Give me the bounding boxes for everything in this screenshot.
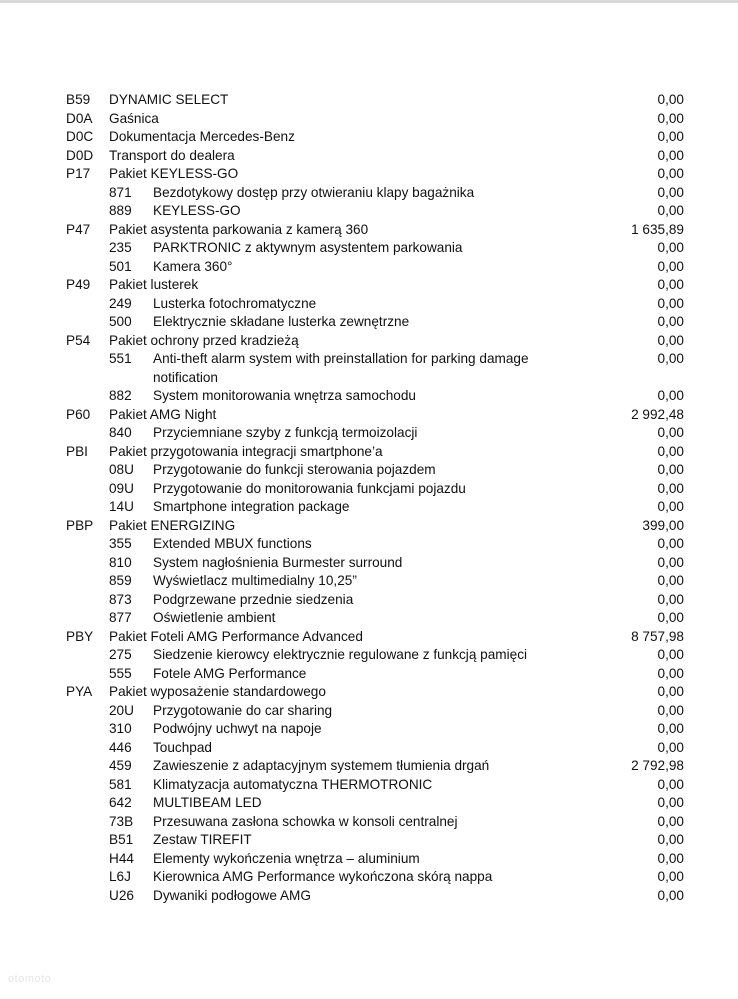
option-code: 08U <box>109 462 134 477</box>
option-price: 0,00 <box>657 240 684 255</box>
option-row <box>0 813 738 832</box>
option-code: D0A <box>66 110 93 126</box>
option-description: Zestaw TIREFIT <box>153 832 252 847</box>
option-description: Dywaniki podłogowe AMG <box>153 887 311 903</box>
option-row <box>0 480 738 499</box>
option-price: 0,00 <box>657 573 684 588</box>
option-code: U26 <box>109 887 134 903</box>
option-price: 0,00 <box>657 258 684 274</box>
option-description: Touchpad <box>153 739 212 755</box>
option-price: 0,00 <box>657 850 684 866</box>
option-price: 0,00 <box>657 480 684 496</box>
option-description: Przyciemniane szyby z funkcją termoizolacji <box>153 425 418 440</box>
option-price: 0,00 <box>657 499 684 514</box>
option-code: P17 <box>66 166 91 181</box>
watermark: otomoto <box>8 973 52 985</box>
option-description: Przygotowanie do funkcji sterowania pojazdem <box>153 462 436 477</box>
option-code: 871 <box>109 184 132 200</box>
option-code: PBI <box>66 443 88 459</box>
option-price: 0,00 <box>657 684 684 699</box>
option-price: 0,00 <box>657 887 684 903</box>
option-description: Transport do dealera <box>109 147 235 163</box>
option-code: 235 <box>109 240 132 255</box>
package-row <box>0 628 738 647</box>
option-code: 555 <box>109 665 132 681</box>
option-row <box>0 702 738 721</box>
option-price: 0,00 <box>657 721 684 736</box>
option-price: 0,00 <box>657 702 684 718</box>
option-description: Bezdotykowy dostęp przy otwieraniu klapy bagażnika <box>153 184 475 200</box>
option-code: 581 <box>109 776 132 792</box>
option-row <box>0 591 738 610</box>
option-price: 0,00 <box>657 129 684 144</box>
option-row <box>0 776 738 795</box>
option-row <box>0 295 738 314</box>
option-price: 0,00 <box>657 110 684 126</box>
option-description: Pakiet AMG Night <box>109 406 217 422</box>
equipment-list <box>0 91 738 905</box>
option-price: 0,00 <box>657 203 684 218</box>
option-code: 642 <box>109 795 132 810</box>
option-description: Fotele AMG Performance <box>153 665 307 681</box>
option-code: 873 <box>109 591 132 607</box>
option-row <box>0 887 738 906</box>
option-row <box>0 794 738 813</box>
option-code: 275 <box>109 647 132 662</box>
package-row <box>0 221 738 240</box>
option-description: Pakiet lusterek <box>109 277 199 292</box>
option-price: 0,00 <box>657 277 684 292</box>
option-row <box>0 258 738 277</box>
page-top-edge <box>0 0 738 3</box>
option-description: Podwójny uchwyt na napoje <box>153 721 322 736</box>
option-price: 0,00 <box>657 332 684 348</box>
option-code: PBY <box>66 628 94 644</box>
option-price: 0,00 <box>657 443 684 459</box>
option-price: 0,00 <box>657 739 684 755</box>
option-code: 73B <box>109 813 134 829</box>
option-description: DYNAMIC SELECT <box>109 92 229 107</box>
option-code: 09U <box>109 480 134 496</box>
option-row <box>0 535 738 554</box>
option-code: 551 <box>109 351 132 366</box>
option-row <box>0 239 738 258</box>
package-row <box>0 332 738 351</box>
option-row <box>0 646 738 665</box>
option-price: 0,00 <box>657 554 684 570</box>
package-row <box>0 128 738 147</box>
option-description: Przygotowanie do monitorowania funkcjami pojazdu <box>153 480 466 496</box>
option-price: 0,00 <box>657 832 684 847</box>
option-description: Elektrycznie składane lusterka zewnętrzne <box>153 314 410 329</box>
option-price: 0,00 <box>657 295 684 311</box>
option-code: 877 <box>109 610 132 625</box>
option-description: Extended MBUX functions <box>153 536 312 551</box>
option-row <box>0 831 738 850</box>
option-row <box>0 313 738 332</box>
option-code: 501 <box>109 258 132 274</box>
option-description: Gaśnica <box>109 110 159 126</box>
option-code: P54 <box>66 332 91 348</box>
option-code: D0C <box>66 129 94 144</box>
option-row <box>0 424 738 443</box>
option-code: PYA <box>66 684 93 699</box>
option-row <box>0 461 738 480</box>
option-description: Smartphone integration package <box>153 499 350 514</box>
option-code: 882 <box>109 388 132 403</box>
option-row <box>0 350 738 387</box>
option-price: 2 792,98 <box>631 758 684 773</box>
option-row <box>0 868 738 887</box>
option-code: 446 <box>109 739 132 755</box>
option-row <box>0 387 738 406</box>
option-code: B51 <box>109 832 134 847</box>
option-price: 0,00 <box>657 351 684 366</box>
package-row <box>0 276 738 295</box>
option-code: 355 <box>109 536 132 551</box>
option-description: Wyświetlacz multimedialny 10,25” <box>153 573 357 588</box>
option-description: Kamera 360° <box>153 258 233 274</box>
option-code: L6J <box>109 869 131 884</box>
option-price: 0,00 <box>657 869 684 884</box>
option-description: Anti-theft alarm system with preinstallation for parking damage notification <box>153 351 529 385</box>
option-price: 0,00 <box>657 147 684 163</box>
package-row <box>0 147 738 166</box>
option-code: 249 <box>109 295 132 311</box>
option-description: Przygotowanie do car sharing <box>153 702 333 718</box>
option-description: Siedzenie kierowcy elektrycznie regulowane z funkcją pamięci <box>153 647 528 662</box>
option-price: 0,00 <box>657 462 684 477</box>
option-row <box>0 554 738 573</box>
option-description: Kierownica AMG Performance wykończona skórą nappa <box>153 869 493 884</box>
option-price: 8 757,98 <box>631 628 684 644</box>
option-row <box>0 184 738 203</box>
option-price: 0,00 <box>657 591 684 607</box>
option-code: 859 <box>109 573 132 588</box>
package-row <box>0 517 738 536</box>
option-description: Pakiet KEYLESS-GO <box>109 166 239 181</box>
option-code: P60 <box>66 406 91 422</box>
option-description: Pakiet Foteli AMG Performance Advanced <box>109 628 363 644</box>
option-description: System monitorowania wnętrza samochodu <box>153 388 416 403</box>
option-price: 0,00 <box>657 184 684 200</box>
option-price: 0,00 <box>657 610 684 625</box>
option-code: PBP <box>66 517 94 533</box>
package-row <box>0 406 738 425</box>
option-description: Pakiet ENERGIZING <box>109 517 236 533</box>
option-price: 0,00 <box>657 166 684 181</box>
option-description: Zawieszenie z adaptacyjnym systemem tłumienia drgań <box>153 758 490 773</box>
option-price: 0,00 <box>657 647 684 662</box>
option-description: PARKTRONIC z aktywnym asystentem parkowania <box>153 240 463 255</box>
option-row <box>0 609 738 628</box>
option-row <box>0 498 738 517</box>
option-price: 399,00 <box>642 517 684 533</box>
package-row <box>0 91 738 110</box>
option-row <box>0 739 738 758</box>
option-description: Lusterka fotochromatyczne <box>153 295 317 311</box>
option-row <box>0 720 738 739</box>
option-description: MULTIBEAM LED <box>153 795 262 810</box>
package-row <box>0 165 738 184</box>
option-description: Elementy wykończenia wnętrza – aluminium <box>153 850 420 866</box>
option-price: 0,00 <box>657 776 684 792</box>
option-code: D0D <box>66 147 94 163</box>
package-row <box>0 683 738 702</box>
option-code: 500 <box>109 314 132 329</box>
option-price: 2 992,48 <box>631 406 684 422</box>
option-row <box>0 850 738 869</box>
option-description: Przesuwana zasłona schowka w konsoli centralnej <box>153 813 458 829</box>
option-price: 1 635,89 <box>631 221 684 237</box>
option-code: 889 <box>109 203 132 218</box>
option-code: 14U <box>109 499 134 514</box>
option-code: 459 <box>109 758 132 773</box>
option-price: 0,00 <box>657 314 684 329</box>
option-description: Pakiet asystenta parkowania z kamerą 360 <box>109 221 369 237</box>
option-code: 840 <box>109 425 132 440</box>
option-code: P49 <box>66 277 91 292</box>
option-price: 0,00 <box>657 665 684 681</box>
option-description: Klimatyzacja automatyczna THERMOTRONIC <box>153 776 433 792</box>
option-code: B59 <box>66 92 91 107</box>
option-code: 810 <box>109 554 132 570</box>
option-description: Pakiet wyposażenie standardowego <box>109 684 326 699</box>
option-description: Podgrzewane przednie siedzenia <box>153 591 354 607</box>
option-code: 310 <box>109 721 132 736</box>
option-description: Oświetlenie ambient <box>153 610 276 625</box>
option-description: Pakiet ochrony przed kradzieżą <box>109 332 299 348</box>
option-price: 0,00 <box>657 795 684 810</box>
option-price: 0,00 <box>657 388 684 403</box>
option-row <box>0 202 738 221</box>
option-row <box>0 757 738 776</box>
option-code: P47 <box>66 221 91 237</box>
option-description: Pakiet przygotowania integracji smartphone’a <box>109 443 383 459</box>
package-row <box>0 110 738 129</box>
option-row <box>0 665 738 684</box>
option-price: 0,00 <box>657 536 684 551</box>
option-description: Dokumentacja Mercedes-Benz <box>109 129 295 144</box>
option-price: 0,00 <box>657 92 684 107</box>
option-row <box>0 572 738 591</box>
option-description: KEYLESS-GO <box>153 203 241 218</box>
option-code: 20U <box>109 702 134 718</box>
option-code: H44 <box>109 850 134 866</box>
option-price: 0,00 <box>657 813 684 829</box>
option-price: 0,00 <box>657 425 684 440</box>
option-description: System nagłośnienia Burmester surround <box>153 554 403 570</box>
package-row <box>0 443 738 462</box>
